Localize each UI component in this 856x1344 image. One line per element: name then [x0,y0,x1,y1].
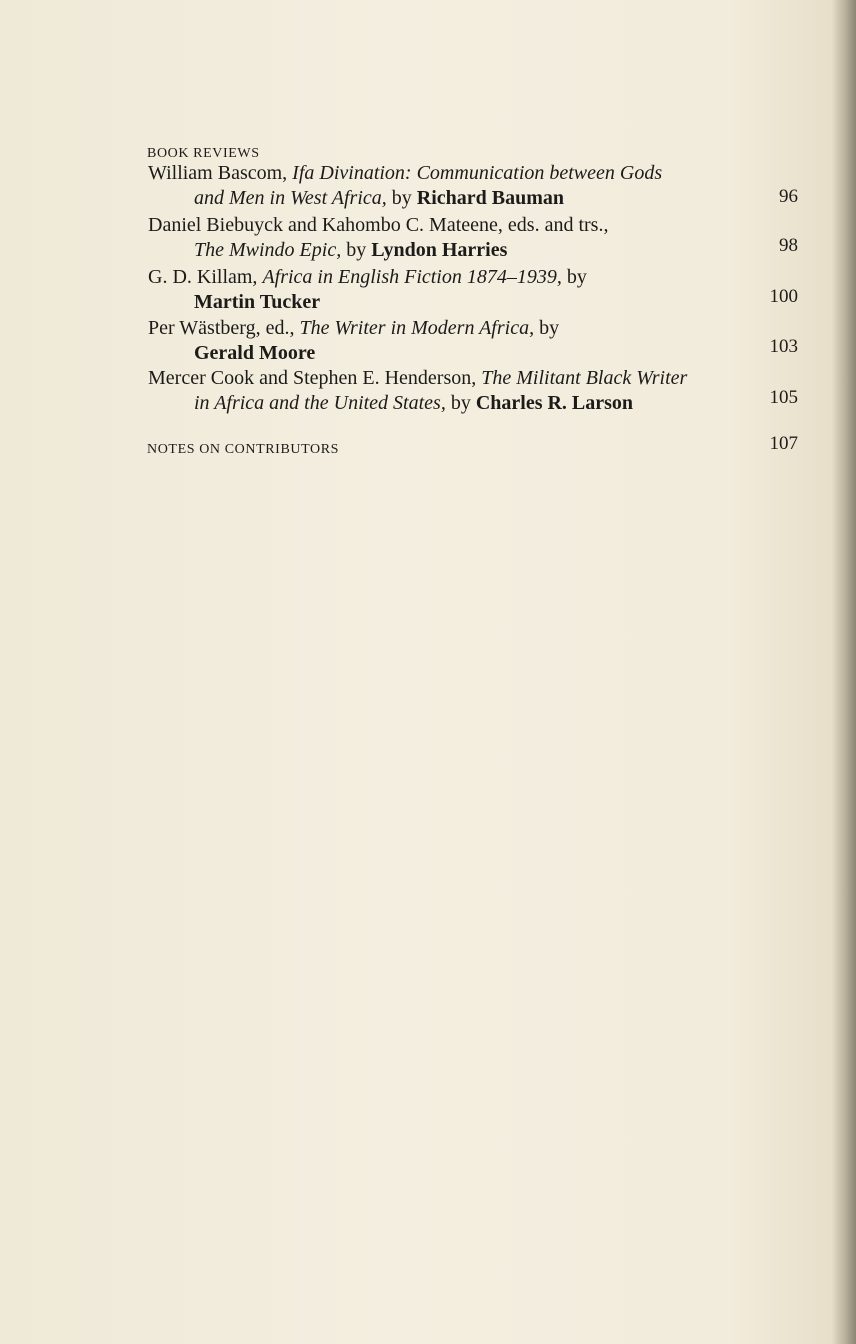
entry-line [148,366,687,391]
entry-book-title: The Writer in Modern Africa, [299,317,535,339]
entry-book-title: and Men in West Africa, [194,187,387,209]
entry-page-number: 98 [779,235,798,256]
entry-by: by [341,239,372,261]
entry-author: William Bascom, [148,162,293,184]
review-entry [148,265,587,315]
entry-line [148,213,608,238]
entry-by: by [386,187,417,209]
entry-page-number: 100 [769,286,798,307]
section-heading-notes-on-contributors: NOTES ON CONTRIBUTORS [147,442,340,457]
entry-author: Per Wästberg, ed., [148,317,300,339]
entry-reviewer: Charles R. Larson [475,392,634,414]
entry-book-title: The Militant Black Writer [481,367,688,389]
entry-book-title: Africa in English Fiction 1874–1939, [262,266,562,288]
entry-reviewer: Martin Tucker [194,291,321,313]
entry-line [148,316,559,341]
entry-reviewer: Gerald Moore [194,342,316,364]
page-edge-shadow [832,0,856,1344]
entry-author: G. D. Killam, [148,266,263,288]
review-entry [148,213,608,263]
entry-book-title: in Africa and the United States, [194,392,446,414]
entry-book-title: The Mwindo Epic, [194,239,342,261]
review-entry [148,366,687,416]
entry-page-number: 96 [779,186,798,207]
entry-by: by [445,392,476,414]
entry-line [148,238,608,263]
entry-line [148,341,559,366]
review-entry [148,316,559,366]
entry-page-number: 105 [769,387,798,408]
entry-page-number: 103 [769,336,798,357]
entry-line [148,161,662,186]
entry-reviewer: Richard Bauman [416,187,565,209]
entry-line [148,186,662,211]
entry-author: Daniel Biebuyck and Kahombo C. Mateene, eds. and trs., [148,214,609,236]
section-heading-book-reviews: BOOK REVIEWS [147,146,260,161]
notes-page-number: 107 [769,433,798,454]
entry-reviewer: Lyndon Harries [371,239,508,261]
entry-line [148,265,587,290]
entry-author: Mercer Cook and Stephen E. Henderson, [148,367,482,389]
entry-book-title: Ifa Divination: Communication between Gods [292,162,663,184]
entry-by: by [561,266,587,288]
entry-by: by [534,317,560,339]
entry-line [148,290,587,315]
entry-line [148,391,687,416]
review-entry [148,161,662,211]
